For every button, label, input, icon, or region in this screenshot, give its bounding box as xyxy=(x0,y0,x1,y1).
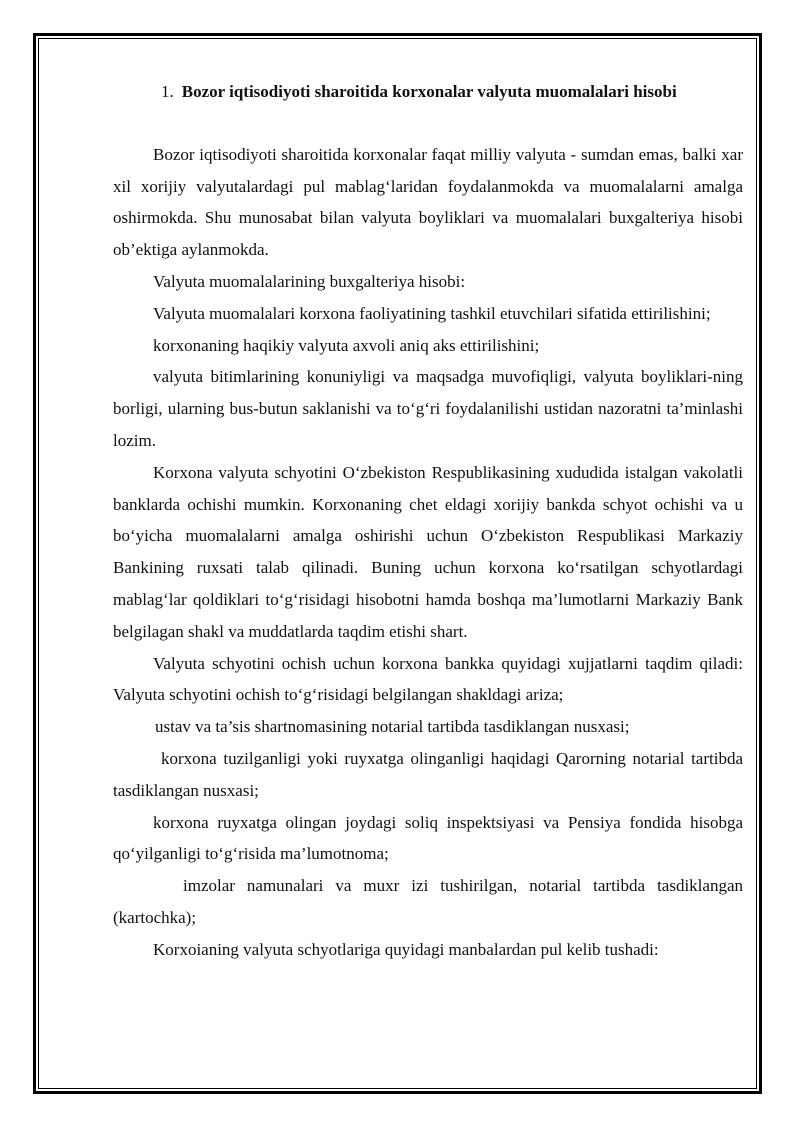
paragraph-accounting-lead: Valyuta muomalalarining buxgalteriya hisobi: xyxy=(153,271,466,291)
paragraph-account-opening: Korxona valyuta schyotini O‘zbekiston Respublikasining xududida istalgan vakolatli banklarda ochishi mumkin. Korxonaning chet eldagi xorijiy bankda schyot ochishi va u bo‘yicha muomalalarni amalga oshirishi uchun O‘zbekiston Respublikasi Markaziy Bankining ruxsati talab qilinadi. Buning uchun korxona ko‘rsatilgan schyotlardagi mablag‘lar qoldiklari to‘g‘risidagi hisobotni hamda boshqa ma’lumotlarni Markaziy Bank belgilagan shakl va muddatlarda taqdim etishi shart. xyxy=(113,462,743,641)
paragraph-doc-tax: korxona ruyxatga olingan joydagi soliq inspektsiyasi va Pensiya fondida hisobga qo‘yilganligi to‘g‘risida ma’lumotnoma; xyxy=(113,812,743,864)
section-title: Bozor iqtisodiyoti sharoitida korxonalar valyuta muomalalari hisobi xyxy=(181,82,677,101)
paragraph-item-condition: korxonaning haqikiy valyuta axvoli aniq aks ettirilishini; xyxy=(153,335,540,355)
section-heading xyxy=(113,76,743,108)
section-number: 1. xyxy=(161,82,174,101)
paragraph-doc-registration: korxona tuzilganligi yoki ruyxatga olinganligi haqidagi Qarorning notarial tartibda tasdiklangan nusxasi; xyxy=(113,748,743,800)
paragraph-documents-lead: Valyuta schyotini ochish uchun korxona bankka quyidagi xujjatlarni taqdim qiladi: Valyuta schyotini ochish to‘g‘risidagi belgilangan shakldagi ariza; xyxy=(113,653,743,705)
paragraph-sources-lead: Korxoianing valyuta schyotlariga quyidagi manbalardan pul kelib tushadi: xyxy=(153,939,659,959)
paragraph-item-operations: Valyuta muomalalari korxona faoliyatining tashkil etuvchilari sifatida ettirilishini; xyxy=(153,303,711,323)
paragraph-doc-charter: ustav va ta’sis shartnomasining notarial tartibda tasdiklangan nusxasi; xyxy=(155,717,630,737)
document-body xyxy=(113,76,743,966)
paragraph-doc-signatures: imzolar namunalari va muxr izi tushirilgan, notarial tartibda tasdiklangan (kartochka); xyxy=(113,876,743,927)
paragraph-intro: Bozor iqtisodiyoti sharoitida korxonalar faqat milliy valyuta - sumdan emas, balki xar xil xorijiy valyutalardagi pul mablag‘laridan foydalanmokda va muomalalarni amalga oshirmokda. Shu munosabat bilan valyuta boyliklari va muomalalari buxgalteriya hisobi ob’ektiga aylanmokda. xyxy=(113,144,743,260)
paragraph-item-control: valyuta bitimlarining konuniyligi va maqsadga muvofiqligi, valyuta boyliklari-ning borligi, ularning bus-butun saklanishi va to‘g‘ri foydalanilishi ustidan nazoratni ta’minlashi lozim. xyxy=(113,367,743,450)
